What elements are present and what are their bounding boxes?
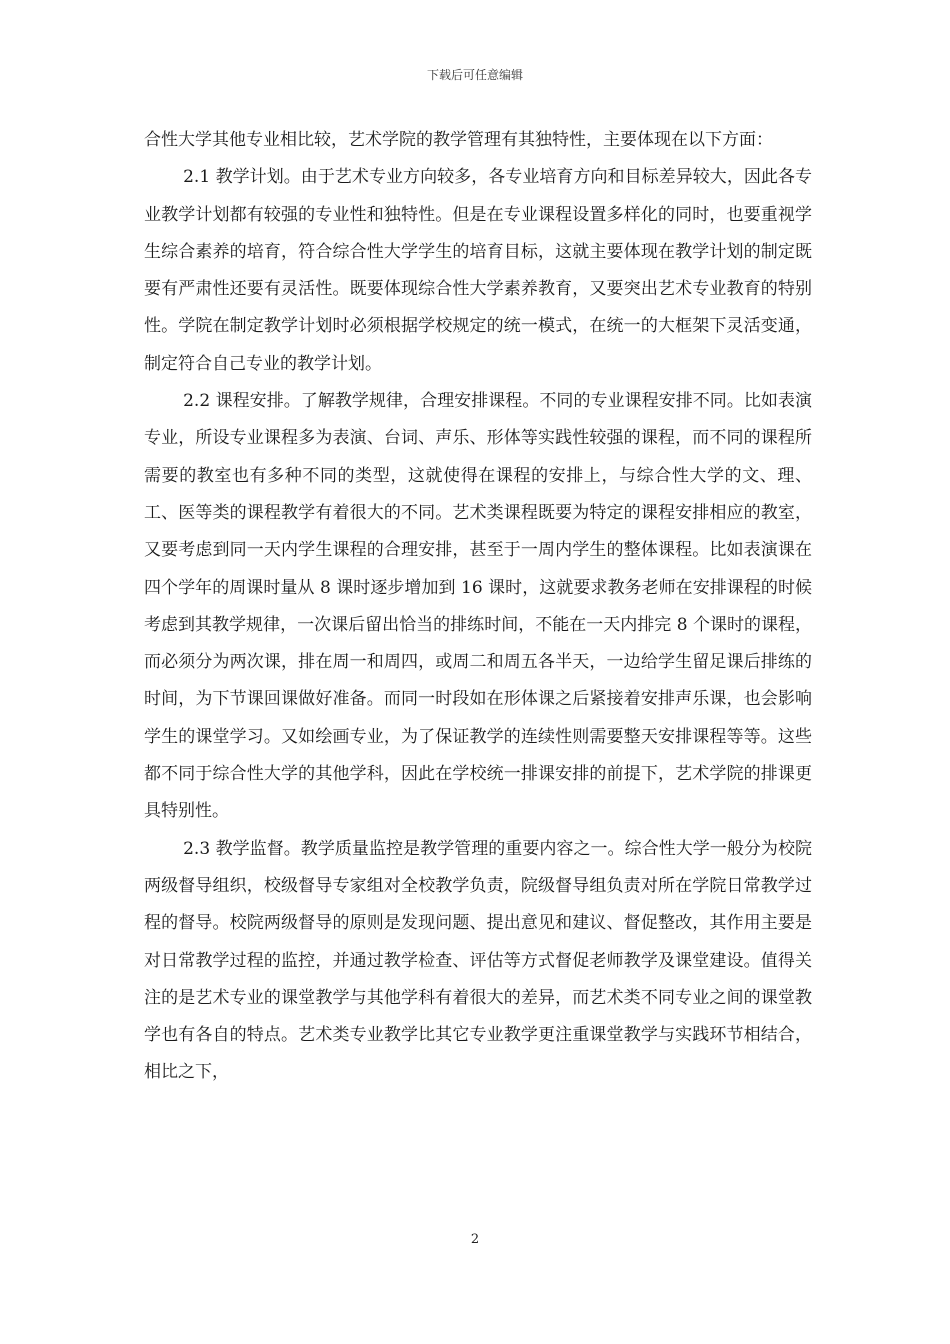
page-number: 2 <box>470 1232 480 1247</box>
document-body <box>144 122 812 1092</box>
paragraph-teaching-supervision: 2.3 教学监督。教学质量监控是教学管理的重要内容之一。综合性大学一般分为校院两级督导组织，校级督导专家组对全校教学负责，院级督导组负责对所在学院日常教学过程的督导。校院两级督导的原则是发现问题、提出意见和建议、督促整改，其作用主要是对日常教学过程的监控，并通过教学检查、评估等方式督促老师教学及课堂建设。值得关注的是艺术专业的课堂教学与其他学科有着很大的差异，而艺术类不同专业之间的课堂教学也有各自的特点。艺术类专业教学比其它专业教学更注重课堂教学与实践环节相结合，相比之下， <box>144 838 812 1083</box>
paragraph-teaching-plan: 2.1 教学计划。由于艺术专业方向较多，各专业培育方向和目标差异较大，因此各专业教学计划都有较强的专业性和独特性。但是在专业课程设置多样化的同时，也要重视学生综合素养的培育，符合综合性大学学生的培育目标，这就主要体现在教学计划的制定既要有严肃性还要有灵活性。既要体现综合性大学素养教育，又要突出艺术专业教育的特别性。学院在制定教学计划时必须根据学校规定的统一模式，在统一的大框架下灵活变通，制定符合自己专业的教学计划。 <box>144 167 812 374</box>
paragraph-continuation: 合性大学其他专业相比较，艺术学院的教学管理有其独特性，主要体现在以下方面： <box>144 130 773 150</box>
paragraph-course-arrangement: 2.2 课程安排。了解教学规律，合理安排课程。不同的专业课程安排不同。比如表演专业，所设专业课程多为表演、台词、声乐、形体等实践性较强的课程，而不同的课程所需要的教室也有多种不同的类型，这就使得在课程的安排上，与综合性大学的文、理、工、医等类的课程教学有着很大的不同。艺术类课程既要为特定的课程安排相应的教室，又要考虑到同一天内学生课程的合理安排，甚至于一周内学生的整体课程。比如表演课在四个学年的周课时量从 8 课时逐步增加到 16 课时，这就要求教务老师在安排课程的时候考虑到其教学规律，一次课后留出恰当的排练时间，不能在一天内排完 8 个课时的课程，而必须分为两次课，排在周一和周四，或周二和周五各半天，一边给学生留足课后排练的时间，为下节课回课做好准备。而同一时段如在形体课之后紧接着安排声乐课，也会影响学生的课堂学习。又如绘画专业，为了保证教学的连续性则需要整天安排课程等等。这些都不同于综合性大学的其他学科，因此在学校统一排课安排的前提下，艺术学院的排课更具特别性。 <box>144 391 812 822</box>
page-header: 下载后可任意编辑 <box>426 68 523 82</box>
